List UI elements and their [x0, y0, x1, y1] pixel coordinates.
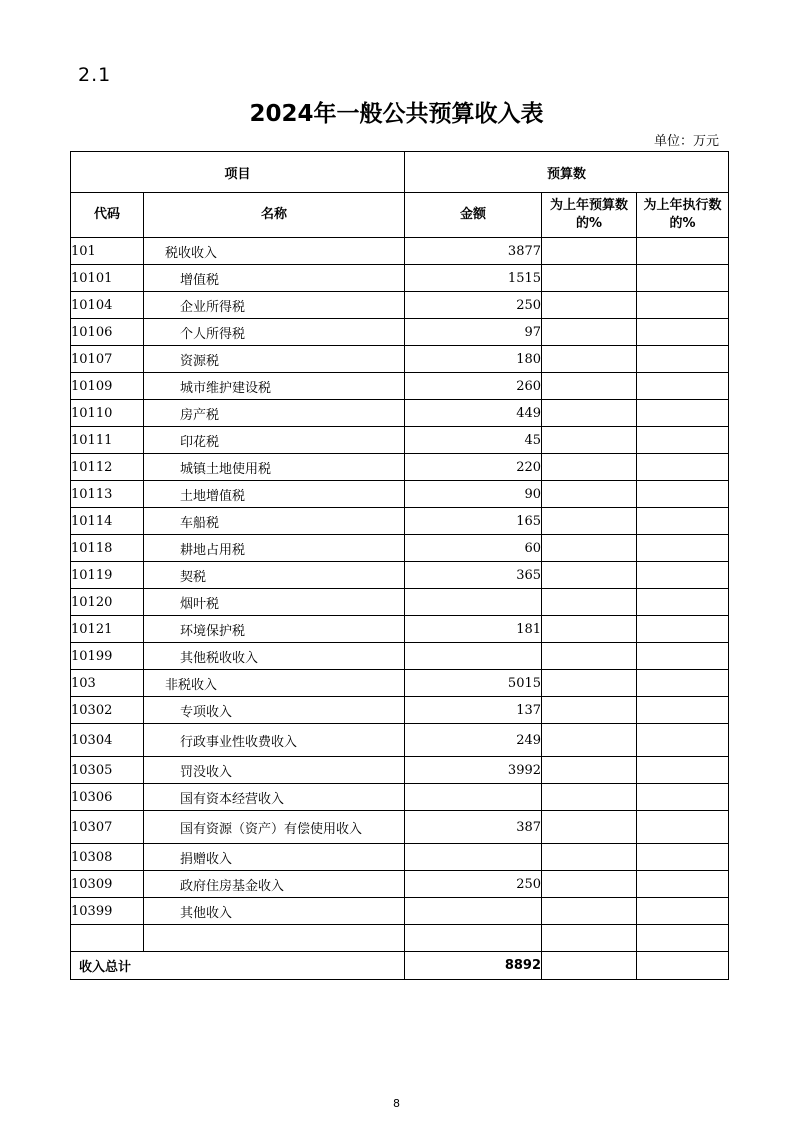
row-amount [405, 784, 542, 811]
table-row [71, 616, 729, 643]
row-pct-prev-budget [542, 319, 637, 346]
table-row [71, 454, 729, 481]
table-row [71, 784, 729, 811]
table-row [71, 427, 729, 454]
row-pct-prev-budget [542, 292, 637, 319]
row-pct-prev-exec [637, 724, 729, 757]
row-code: 10101 [71, 265, 144, 292]
row-name: 车船税 [144, 508, 405, 535]
row-pct-prev-budget [542, 238, 637, 265]
row-amount: 45 [405, 427, 542, 454]
row-code: 10399 [71, 898, 144, 925]
row-code: 10111 [71, 427, 144, 454]
row-amount: 449 [405, 400, 542, 427]
page-title: 2024年一般公共预算收入表 [249, 101, 544, 127]
total-row [71, 952, 729, 980]
row-name: 国有资源（资产）有偿使用收入 [144, 811, 405, 844]
row-amount: 5015 [405, 670, 542, 697]
row-code: 10120 [71, 589, 144, 616]
row-pct-prev-budget [542, 871, 637, 898]
row-code: 10109 [71, 373, 144, 400]
row-name: 房产税 [144, 400, 405, 427]
table-row [71, 373, 729, 400]
row-pct-prev-exec [637, 898, 729, 925]
row-code: 103 [71, 670, 144, 697]
total-label: 收入总计 [71, 952, 405, 980]
row-pct-prev-exec [637, 757, 729, 784]
row-amount [405, 844, 542, 871]
row-pct-prev-exec [637, 562, 729, 589]
row-amount: 165 [405, 508, 542, 535]
row-pct-prev-budget [542, 784, 637, 811]
row-pct-prev-exec [637, 346, 729, 373]
row-pct-prev-budget [542, 844, 637, 871]
row-code: 101 [71, 238, 144, 265]
row-amount: 220 [405, 454, 542, 481]
table-row [71, 844, 729, 871]
row-pct-prev-budget [542, 811, 637, 844]
row-pct-prev-budget [542, 373, 637, 400]
row-pct-prev-budget [542, 757, 637, 784]
row-pct-prev-exec [637, 616, 729, 643]
row-pct-prev-exec [637, 784, 729, 811]
row-name: 烟叶税 [144, 589, 405, 616]
row-pct-prev-budget [542, 346, 637, 373]
table-row [71, 481, 729, 508]
row-pct-prev-budget [542, 898, 637, 925]
row-pct-prev-exec [637, 373, 729, 400]
budget-revenue-table [70, 151, 729, 980]
row-code: 10304 [71, 724, 144, 757]
row-name: 其他收入 [144, 898, 405, 925]
blank-row [71, 925, 729, 952]
row-pct-prev-budget [542, 670, 637, 697]
table-row [71, 811, 729, 844]
row-pct-prev-budget [542, 697, 637, 724]
row-amount: 60 [405, 535, 542, 562]
row-code: 10305 [71, 757, 144, 784]
table-row [71, 871, 729, 898]
row-amount: 97 [405, 319, 542, 346]
row-pct-prev-exec [637, 292, 729, 319]
row-name: 税收收入 [144, 238, 405, 265]
row-pct-prev-budget [542, 616, 637, 643]
row-code: 10308 [71, 844, 144, 871]
row-code: 10112 [71, 454, 144, 481]
row-code: 10118 [71, 535, 144, 562]
row-code: 10306 [71, 784, 144, 811]
row-name: 城市维护建设税 [144, 373, 405, 400]
row-amount: 3992 [405, 757, 542, 784]
row-pct-prev-exec [637, 427, 729, 454]
row-code: 10309 [71, 871, 144, 898]
table-row [71, 898, 729, 925]
row-name: 资源税 [144, 346, 405, 373]
table-row [71, 292, 729, 319]
row-pct-prev-budget [542, 427, 637, 454]
row-pct-prev-exec [637, 400, 729, 427]
row-name: 捐赠收入 [144, 844, 405, 871]
row-name: 耕地占用税 [144, 535, 405, 562]
row-name: 政府住房基金收入 [144, 871, 405, 898]
table-row [71, 562, 729, 589]
row-amount: 180 [405, 346, 542, 373]
row-code: 10107 [71, 346, 144, 373]
row-pct-prev-budget [542, 562, 637, 589]
row-code: 10199 [71, 643, 144, 670]
row-amount: 249 [405, 724, 542, 757]
table-row [71, 535, 729, 562]
row-amount: 250 [405, 292, 542, 319]
row-name: 非税收入 [144, 670, 405, 697]
row-pct-prev-exec [637, 871, 729, 898]
row-pct-prev-exec [637, 265, 729, 292]
row-pct-prev-budget [542, 535, 637, 562]
row-amount [405, 643, 542, 670]
row-pct-prev-exec [637, 481, 729, 508]
row-pct-prev-budget [542, 481, 637, 508]
row-pct-prev-budget [542, 265, 637, 292]
row-name: 专项收入 [144, 697, 405, 724]
row-amount: 1515 [405, 265, 542, 292]
table-row [71, 265, 729, 292]
row-code: 10106 [71, 319, 144, 346]
table-row [71, 589, 729, 616]
row-name: 城镇土地使用税 [144, 454, 405, 481]
header-pct-prev-exec: 为上年执行数的% [637, 193, 729, 238]
row-name: 国有资本经营收入 [144, 784, 405, 811]
row-name: 印花税 [144, 427, 405, 454]
header-amount: 金额 [405, 193, 542, 238]
table-row [71, 643, 729, 670]
row-name: 增值税 [144, 265, 405, 292]
row-pct-prev-exec [637, 508, 729, 535]
row-amount: 250 [405, 871, 542, 898]
table-row [71, 508, 729, 535]
table-row [71, 757, 729, 784]
row-code: 10114 [71, 508, 144, 535]
row-pct-prev-exec [637, 643, 729, 670]
table-row [71, 400, 729, 427]
row-code: 10110 [71, 400, 144, 427]
row-code: 10113 [71, 481, 144, 508]
row-name: 个人所得税 [144, 319, 405, 346]
row-amount: 181 [405, 616, 542, 643]
section-number: 2.1 [78, 64, 112, 86]
row-pct-prev-budget [542, 724, 637, 757]
row-pct-prev-budget [542, 454, 637, 481]
header-pct-prev-budget: 为上年预算数的% [542, 193, 637, 238]
row-pct-prev-exec [637, 811, 729, 844]
table-row [71, 697, 729, 724]
row-code: 10307 [71, 811, 144, 844]
row-name: 契税 [144, 562, 405, 589]
row-code: 10121 [71, 616, 144, 643]
row-name: 企业所得税 [144, 292, 405, 319]
table-row [71, 670, 729, 697]
unit-label: 单位：万元 [653, 134, 719, 149]
row-amount: 387 [405, 811, 542, 844]
row-amount: 365 [405, 562, 542, 589]
header-item: 项目 [71, 152, 405, 193]
row-pct-prev-budget [542, 643, 637, 670]
row-amount: 3877 [405, 238, 542, 265]
row-amount: 90 [405, 481, 542, 508]
row-pct-prev-exec [637, 670, 729, 697]
header-name: 名称 [144, 193, 405, 238]
row-name: 环境保护税 [144, 616, 405, 643]
row-name: 罚没收入 [144, 757, 405, 784]
row-code: 10119 [71, 562, 144, 589]
row-amount [405, 589, 542, 616]
row-pct-prev-exec [637, 844, 729, 871]
row-pct-prev-exec [637, 589, 729, 616]
page-number: 8 [393, 1097, 400, 1110]
row-pct-prev-exec [637, 697, 729, 724]
table-row [71, 346, 729, 373]
header-budget: 预算数 [405, 152, 729, 193]
row-name: 其他税收收入 [144, 643, 405, 670]
row-pct-prev-exec [637, 238, 729, 265]
total-amount: 8892 [405, 952, 542, 980]
row-code: 10104 [71, 292, 144, 319]
row-pct-prev-budget [542, 508, 637, 535]
row-pct-prev-exec [637, 454, 729, 481]
row-name: 土地增值税 [144, 481, 405, 508]
row-name: 行政事业性收费收入 [144, 724, 405, 757]
table-row [71, 238, 729, 265]
row-amount: 137 [405, 697, 542, 724]
row-amount [405, 898, 542, 925]
row-pct-prev-exec [637, 535, 729, 562]
row-pct-prev-budget [542, 589, 637, 616]
row-pct-prev-exec [637, 319, 729, 346]
total-pct-prev-exec [637, 952, 729, 980]
row-amount: 260 [405, 373, 542, 400]
total-pct-prev-budget [542, 952, 637, 980]
row-code: 10302 [71, 697, 144, 724]
row-pct-prev-budget [542, 400, 637, 427]
table-row [71, 319, 729, 346]
table-row [71, 724, 729, 757]
header-code: 代码 [71, 193, 144, 238]
